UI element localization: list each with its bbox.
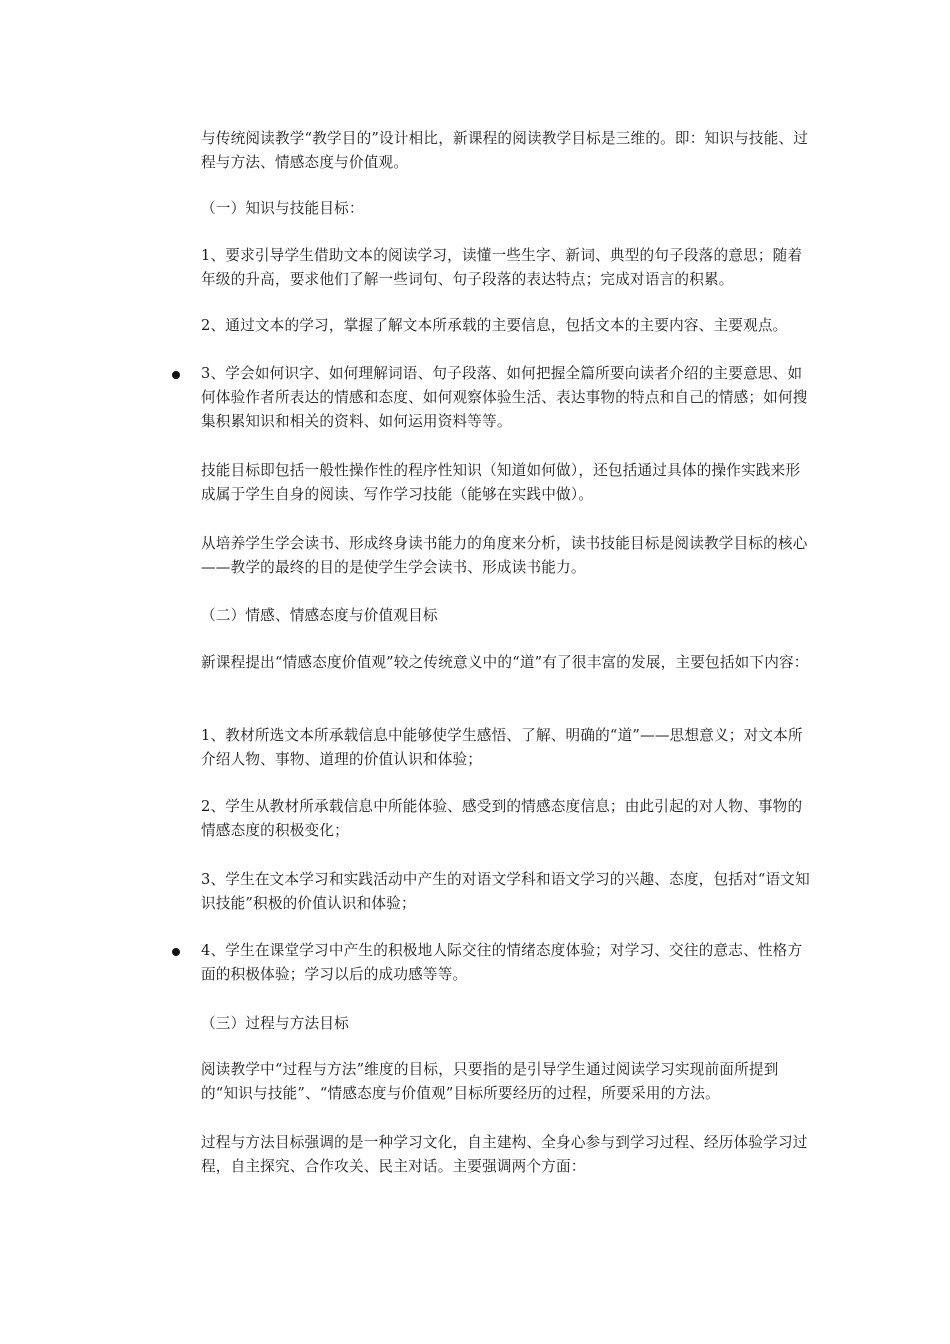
reading-skill-core-paragraph: 从培养学生学会读书、形成终身读书能力的角度来分析，读书技能目标是阅读教学目标的核心——教学的最终的目的是使学生学会读书、形成读书能力。 — [201, 535, 808, 576]
emotion-item-2: 2、学生从教材所承载信息中所能体验、感受到的情感态度信息；由此引起的对人物、事物的情感态度的积极变化； — [201, 798, 803, 839]
intro-paragraph: 与传统阅读教学“教学目的”设计相比，新课程的阅读教学目标是三维的。即：知识与技能、过程与方法、情感态度与价值观。 — [201, 130, 809, 171]
knowledge-item-2: 2、通过文本的学习，掌握了解文本所承载的主要信息，包括文本的主要内容、主要观点。 — [201, 317, 788, 334]
knowledge-item-1: 1、要求引导学生借助文本的阅读学习，读懂一些生字、新词、典型的句子段落的意思；随着年级的升高，要求他们了解一些词句、句子段落的表达特点；完成对语言的积累。 — [201, 247, 803, 288]
emotion-item-4: 4、学生在课堂学习中产生的积极地人际交往的情绪态度体验；对学习、交往的意志、性格方面的积极体验；学习以后的成功感等等。 — [201, 942, 803, 983]
process-method-paragraph-2: 过程与方法目标强调的是一种学习文化，自主建构、全身心参与到学习过程、经历体验学习过程，自主探究、合作攻关、民主对话。主要强调两个方面： — [201, 1134, 808, 1175]
section-heading-process-method: （三）过程与方法目标 — [201, 1015, 349, 1032]
emotion-item-1: 1、教材所选文本所承载信息中能够使学生感悟、了解、明确的“道”——思想意义；对文本所介绍人物、事物、道理的价值认识和体验； — [201, 727, 803, 768]
bullet-icon — [172, 948, 180, 956]
section-heading-emotion-values: （二）情感、情感态度与价值观目标 — [201, 607, 438, 624]
emotion-item-3: 3、学生在文本学习和实践活动中产生的对语文学科和语文学习的兴趣、态度，包括对“语文知识技能”积极的价值认识和体验； — [201, 871, 810, 912]
knowledge-item-3: 3、学会如何识字、如何理解词语、句子段落、如何把握全篇所要向读者介绍的主要意思、如何体验作者所表达的情感和态度、如何观察体验生活、表达事物的特点和自己的情感；如何搜集积累知识和相关的资料、如何运用资料等等。 — [201, 365, 808, 430]
skill-goal-paragraph: 技能目标即包括一般性操作性的程序性知识（知道如何做），还包括通过具体的操作实践来形成属于学生自身的阅读、写作学习技能（能够在实践中做）。 — [201, 462, 801, 503]
process-method-paragraph-1: 阅读教学中“过程与方法”维度的目标，只要指的是引导学生通过阅读学习实现前面所提到的“知识与技能”、“情感态度与价值观”目标所要经历的过程，所要采用的方法。 — [201, 1061, 779, 1102]
section-heading-knowledge-skills: （一）知识与技能目标： — [201, 200, 364, 217]
bullet-icon — [172, 371, 180, 379]
emotion-intro-paragraph: 新课程提出“情感态度价值观”较之传统意义中的“道”有了很丰富的发展，主要包括如下内容： — [201, 654, 809, 671]
